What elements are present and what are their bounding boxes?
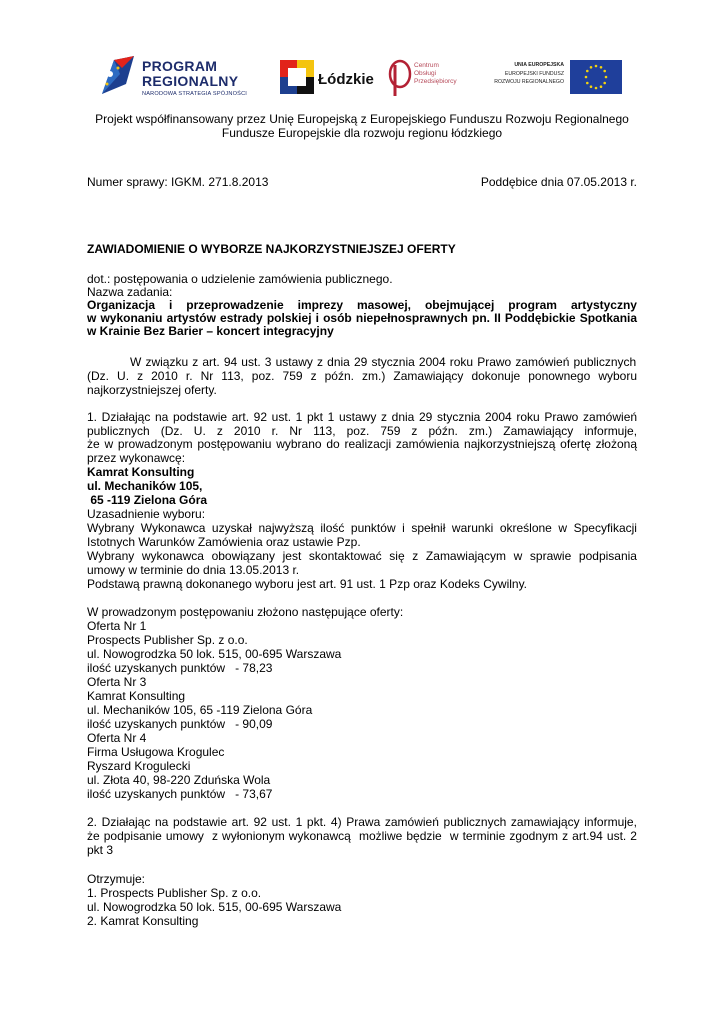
- section1-line-1: 1. Działając na podstawie art. 92 ust. 1 pkt 1 ustawy z dnia 29 stycznia 2004 roku Prawo zamówień: [87, 410, 638, 424]
- section1-line-3: że w prowadzonym postępowaniu wybrano do realizacji zamówienia najkorzystniejszą ofertę złożoną: [87, 437, 638, 451]
- offer4-name-1: Firma Usługowa Krogulec: [87, 745, 225, 759]
- task-name-line-1: Organizacja i przeprowadzenie imprezy masowej, obejmującej program artystyczny: [87, 298, 637, 312]
- recipients-label: Otrzymuje:: [87, 872, 146, 886]
- offer4-name-2: Ryszard Krogulecki: [87, 759, 191, 773]
- section2-line-2: że podpisanie umowy z wyłonionym wykonawcą możliwe będzie w terminie zgodnym z art.94 ust. 2: [87, 829, 637, 843]
- reason-label: Uzasadnienie wyboru:: [87, 507, 206, 521]
- lodzkie-emblem-icon: [280, 60, 314, 94]
- document-title: ZAWIADOMIENIE O WYBORZE NAJKORZYSTNIEJSZEJ OFERTY: [87, 242, 456, 256]
- offers-intro: W prowadzonym postępowaniu złożono następujące oferty:: [87, 605, 404, 619]
- section1-line-4: przez wykonawcę:: [87, 451, 186, 465]
- centrum-line-2: Obsługi: [414, 70, 437, 77]
- recipient-1: 1. Prospects Publisher Sp. z o.o.: [87, 886, 262, 900]
- reason-line-1: Wybrany Wykonawca uzyskał najwyższą ilość punktów i spełnił warunki określone w Specyfikacji: [87, 521, 637, 535]
- offer4-address: ul. Złota 40, 98-220 Zduńska Wola: [87, 773, 271, 787]
- offer1-label: Oferta Nr 1: [87, 619, 147, 633]
- recipient-1-address: ul. Nowogrodzka 50 lok. 515, 00-695 Warszawa: [87, 900, 342, 914]
- intro-dot: dot.: postępowania o udzielenie zamówienia publicznego.: [87, 272, 393, 286]
- eu-line-3: ROZWOJU REGIONALNEGO: [494, 79, 564, 85]
- para1-line-2: (Dz. U. z 2010 r. Nr 113, poz. 759 z późn. zm.) Zamawiający dokonuje ponownego wyboru: [87, 369, 637, 383]
- para1-line-1: W związku z art. 94 ust. 3 ustawy z dnia 29 stycznia 2004 roku Prawo zamówień publicznych: [130, 355, 637, 369]
- offer3-label: Oferta Nr 3: [87, 675, 147, 689]
- offer4-points: ilość uzyskanych punktów - 73,67: [87, 787, 273, 801]
- section1-line-2: publicznych (Dz. U. z 2010 r. Nr 113, poz. 759 z późn. zm.) Zamawiający informuje,: [87, 424, 638, 438]
- header-line-2: Fundusze Europejskie dla rozwoju regionu łódzkiego: [221, 126, 503, 140]
- offer4-label: Oferta Nr 4: [87, 731, 147, 745]
- program-line-2: REGIONALNY: [142, 73, 239, 89]
- offer1-name: Prospects Publisher Sp. z o.o.: [87, 633, 248, 647]
- program-line-1: PROGRAM: [142, 58, 218, 74]
- offer1-points: ilość uzyskanych punktów - 78,23: [87, 661, 273, 675]
- lodzkie-logo: [280, 58, 372, 98]
- winner-name: Kamrat Konsulting: [87, 465, 195, 479]
- section2-line-1: 2. Działając na podstawie art. 92 ust. 1 pkt. 4) Prawa zamówień publicznych zamawiający informuje,: [87, 815, 637, 829]
- eu-flag-icon: [570, 60, 622, 94]
- winner-street: ul. Mechaników 105,: [87, 479, 203, 493]
- centrum-line-3: Przedsiębiorcy: [414, 78, 457, 85]
- lodzkie-label: Łódzkie: [318, 71, 374, 88]
- recipient-2: 2. Kamrat Konsulting: [87, 914, 199, 928]
- para1-line-3: najkorzystniejszej oferty.: [87, 383, 217, 397]
- header-line-1: Projekt współfinansowany przez Unię Europejską z Europejskiego Funduszu Rozwoju Regionalnego: [95, 112, 629, 126]
- winner-city: 65 -119 Zielona Góra: [87, 493, 208, 507]
- section2-line-3: pkt 3: [87, 843, 114, 857]
- place-date: Poddębice dnia 07.05.2013 r.: [480, 175, 637, 189]
- legal-basis: Podstawą prawną dokonanego wyboru jest art. 91 ust. 1 Pzp oraz Kodeks Cywilny.: [87, 577, 528, 591]
- contact-line-2: umowy w terminie do dnia 13.05.2013 r.: [87, 563, 300, 577]
- task-name-line-2: w wykonaniu artystów estrady polskiej i osób niepełnosprawnych pn. II Poddębickie Spotkania: [87, 311, 638, 325]
- eu-line-1: UNIA EUROPEJSKA: [514, 62, 564, 68]
- task-name-line-3: w Krainie Bez Barier – koncert integracyjny: [87, 324, 334, 338]
- centrum-emblem-icon: [388, 59, 412, 97]
- program-line-3: NARODOWA STRATEGIA SPÓJNOŚCI: [142, 91, 248, 97]
- program-regionalny-logo: [98, 52, 268, 102]
- offer3-address: ul. Mechaników 105, 65 -119 Zielona Góra: [87, 703, 313, 717]
- task-label: Nazwa zadania:: [87, 285, 173, 299]
- case-number: Numer sprawy: IGKM. 271.8.2013: [87, 175, 269, 189]
- reason-line-2: Istotnych Warunków Zamówienia oraz ustawie Pzp.: [87, 535, 361, 549]
- offer3-points: ilość uzyskanych punktów - 90,09: [87, 717, 273, 731]
- logo-strip: [98, 52, 622, 102]
- centrum-line-1: Centrum: [414, 62, 439, 69]
- centrum-obslugi-logo: [388, 56, 468, 100]
- offer3-name: Kamrat Konsulting: [87, 689, 186, 703]
- eu-line-2: EUROPEJSKI FUNDUSZ: [504, 71, 564, 77]
- program-regionalny-emblem-icon: [98, 54, 138, 98]
- contact-line-1: Wybrany wykonawca obowiązany jest skontaktować się z Zamawiającym w sprawie podpisania: [87, 549, 637, 563]
- eu-logo: [496, 58, 622, 96]
- offer1-address: ul. Nowogrodzka 50 lok. 515, 00-695 Warszawa: [87, 647, 342, 661]
